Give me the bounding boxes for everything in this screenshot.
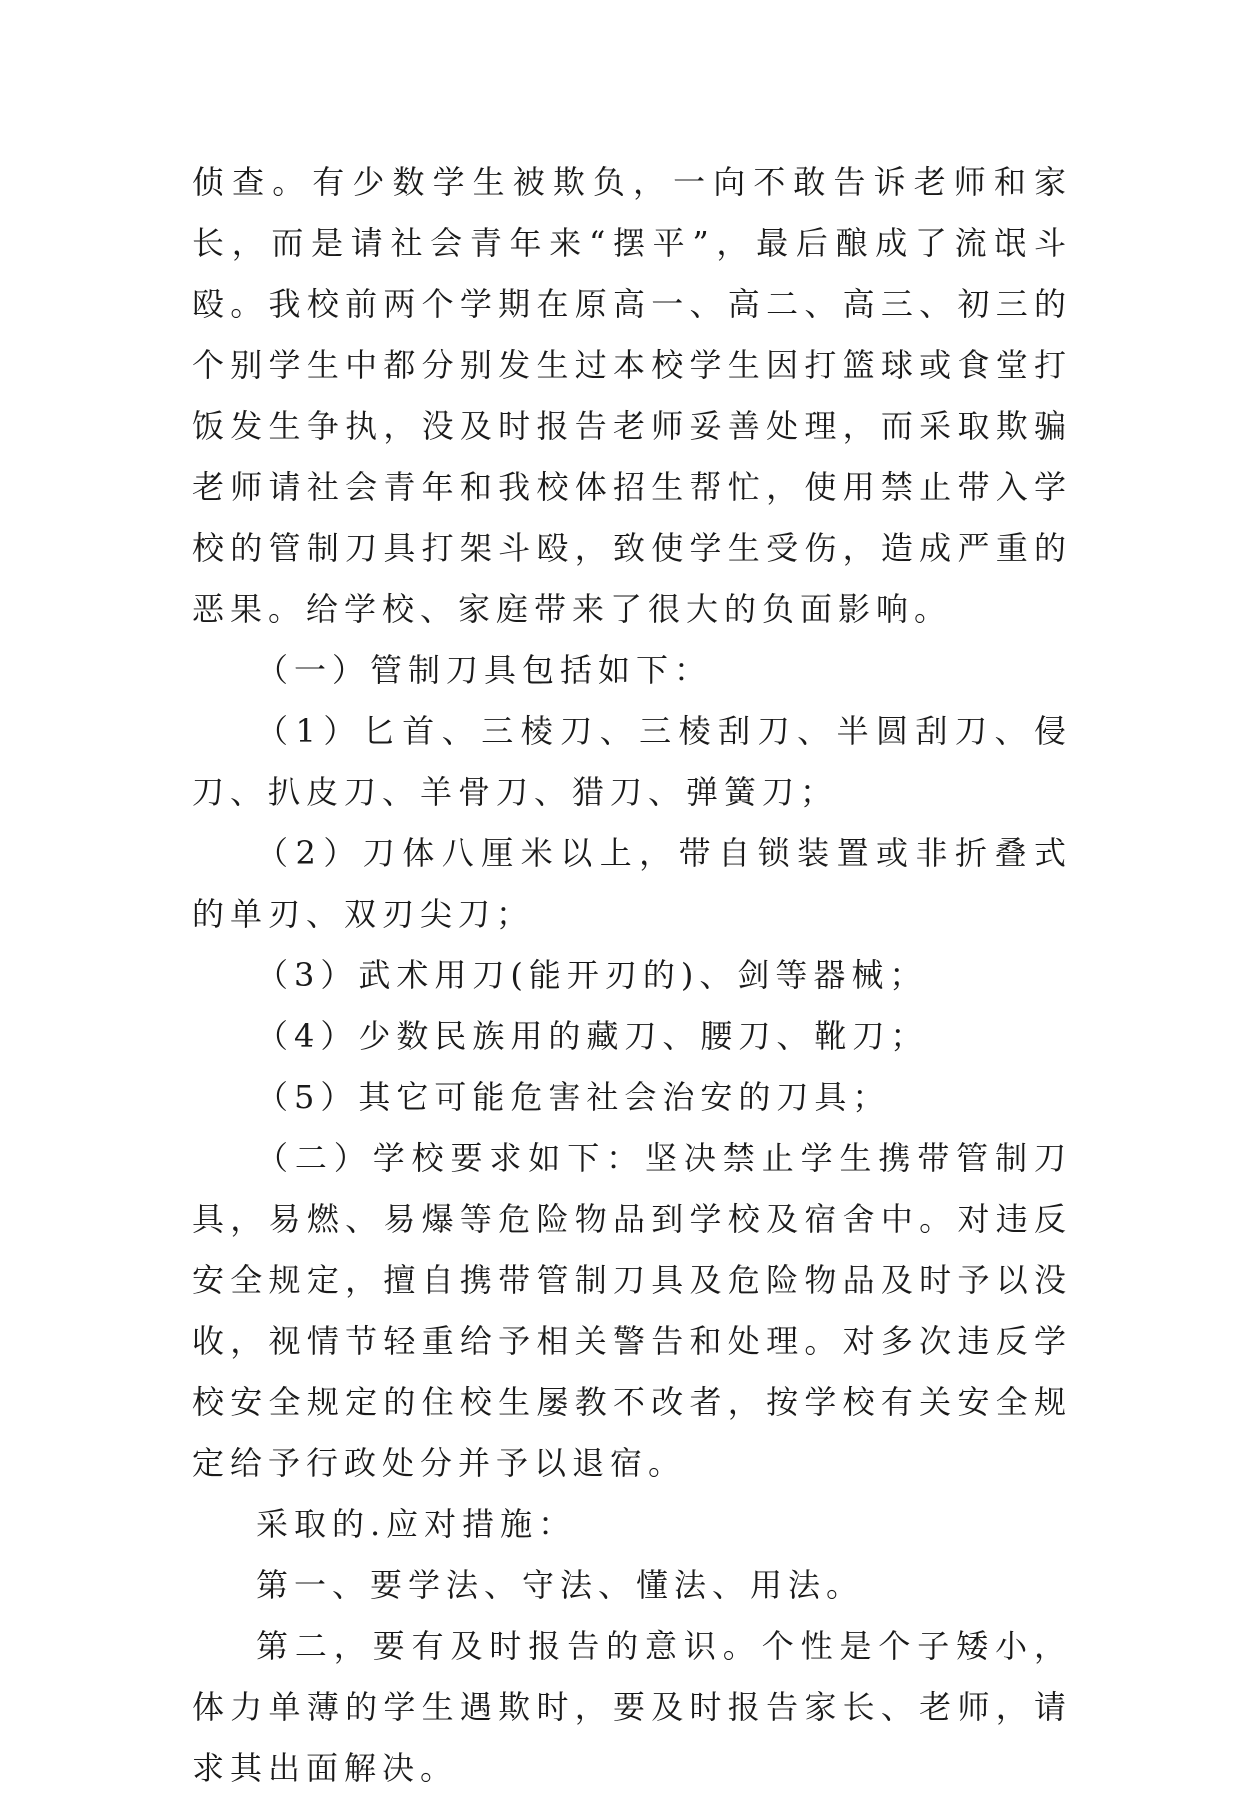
- paragraph-item-3: （3）武术用刀(能开刃的)、剑等器械；: [256, 956, 928, 994]
- paragraph-measure-2: 第二，要有及时报告的意识。个性是个子矮小，体力单薄的学生遇欺时，要及时报告家长、老师，请求其出面解决。: [192, 1627, 1072, 1787]
- paragraph-item-2: （2）刀体八厘米以上，带自锁装置或非折叠式的单刃、双刃尖刀；: [192, 834, 1072, 933]
- paragraph-section-one-heading: （一）管制刀具包括如下：: [256, 651, 713, 689]
- paragraph-intro: 侦查。有少数学生被欺负，一向不敢告诉老师和家长，而是请社会青年来“摆平”，最后酿成了流氓斗殴。我校前两个学期在原高一、高二、高三、初三的个别学生中都分别发生过本校学生因打篮球或食堂打饭发生争执，没及时报告老师妥善处理，而采取欺骗老师请社会青年和我校体招生帮忙，使用禁止带入学校的管制刀具打架斗殴，致使学生受伤，造成严重的恶果。给学校、家庭带来了很大的负面影响。: [192, 163, 1072, 628]
- paragraph-section-two: （二）学校要求如下：坚决禁止学生携带管制刀具，易燃、易爆等危险物品到学校及宿舍中。对违反安全规定，擅自携带管制刀具及危险物品及时予以没收，视情节轻重给予相关警告和处理。对多次违反学校安全规定的住校生屡教不改者，按学校有关安全规定给予行政处分并予以退宿。: [192, 1139, 1072, 1482]
- paragraph-measures-heading: 采取的.应对措施：: [256, 1505, 577, 1543]
- paragraph-item-1: （1）匕首、三棱刀、三棱刮刀、半圆刮刀、侵刀、扒皮刀、羊骨刀、猎刀、弹簧刀；: [192, 712, 1072, 811]
- paragraph-item-5: （5）其它可能危害社会治安的刀具；: [256, 1078, 891, 1116]
- document-body: [192, 152, 1072, 1799]
- paragraph-item-4: （4）少数民族用的藏刀、腰刀、靴刀；: [256, 1017, 929, 1055]
- paragraph-measure-1: 第一、要学法、守法、懂法、用法。: [256, 1566, 865, 1604]
